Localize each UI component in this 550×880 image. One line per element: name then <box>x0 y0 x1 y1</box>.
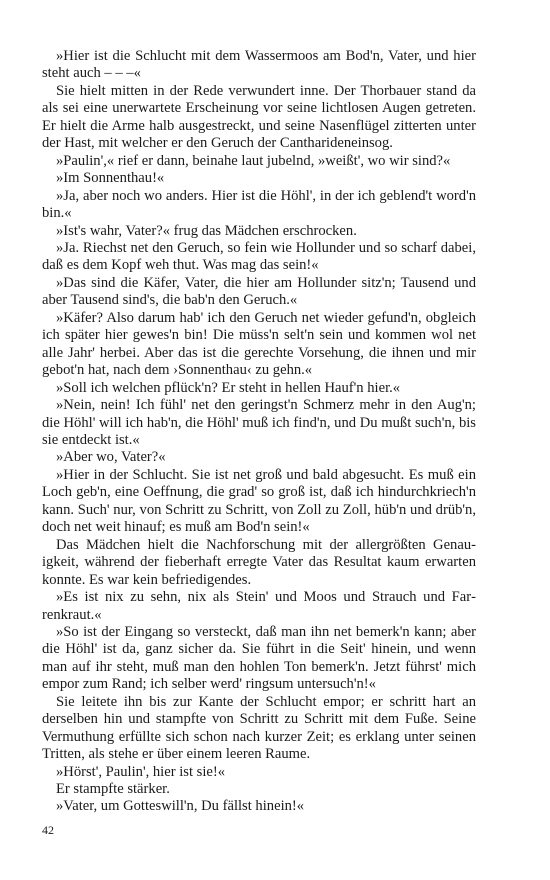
paragraph: »Ja, aber noch wo anders. Hier ist die Höhl', in der ich geblend't word'n bin.« <box>42 187 476 222</box>
paragraph: »So ist der Eingang so versteckt, daß man ihn net bemerk'n kann; aber die Höhl' ist da, ganz sicher da. Sie führt in die Seit' hinein, und wenn man auf ihr steht, muß man den hohlen Ton bemerk'n. Jetzt führst' mich empor zum Rand; ich selber werd' ringsum untersuch'n!« <box>42 623 476 693</box>
paragraph: Sie hielt mitten in der Rede verwundert inne. Der Thorbauer stand da als sei eine unerwartete Erscheinung vor seine lichtlosen Augen getreten. Er hielt die Arme halb ausgestreckt, und seine Nasenflügel zitterten unter der Hast, mit welcher er den Geruch der Cantharideneinsog. <box>42 82 476 152</box>
paragraph: »Vater, um Gotteswill'n, Du fällst hinein!« <box>56 798 305 815</box>
paragraph: »Hier ist die Schlucht mit dem Wassermoos am Bod'n, Vater, und hier steht auch – – –« <box>42 48 476 82</box>
paragraph: Das Mädchen hielt die Nachforschung mit der allergrößten Genauigkeit, während der fieberhaft erregte Vater das Resultat kaum erwarten konnte. Es war kein befriedigendes. <box>42 536 476 588</box>
paragraph: »Käfer? Also darum hab' ich den Geruch net wieder gefund'n, obgleich ich später hier gewes'n bin! Die müss'n selt'n sein und kommen wol net alle Jahr' herbei. Aber das ist die gerechte Vorsehung, die ihnen und mir gebot'n hat, nach dem ›Sonnenthau‹ zu gehn.« <box>42 309 476 379</box>
page-number: 42 <box>42 823 54 837</box>
paragraph: »Ja. Riechst net den Geruch, so fein wie Hollunder und so scharf dabei, daß es dem Kopf weh thut. Was mag das sein!« <box>42 239 476 274</box>
paragraph: »Im Sonnenthau!« <box>56 170 165 187</box>
paragraph: »Paulin',« rief er dann, beinahe laut jubelnd, »weißt', wo wir sind?« <box>56 152 451 169</box>
page-body <box>42 48 476 816</box>
paragraph: »Nein, nein! Ich fühl' net den geringst'n Schmerz mehr in den Aug'n; die Höhl' will ich hab'n, die Höhl' muß ich find'n, und Du mußt such'n, bis sie entdeckt ist.« <box>42 397 476 448</box>
paragraph: Er stampfte stärker. <box>56 781 170 798</box>
paragraph: »Aber wo, Vater?« <box>56 449 166 466</box>
paragraph: »Das sind die Käfer, Vater, die hier am Hollunder sitz'n; Tausend und aber Tausend sind's, die bab'n den Geruch.« <box>42 274 476 309</box>
paragraph: »Hörst', Paulin', hier ist sie!« <box>56 763 226 780</box>
paragraph: »Soll ich welchen pflück'n? Er steht in hellen Hauf'n hier.« <box>56 379 401 396</box>
paragraph: »Ist's wahr, Vater?« frug das Mädchen erschrocken. <box>56 222 357 239</box>
paragraph: »Es ist nix zu sehn, nix als Stein' und Moos und Strauch und Farrenkraut.« <box>42 589 476 623</box>
paragraph: »Hier in der Schlucht. Sie ist net groß und bald abgesucht. Es muß ein Loch geb'n, eine Oeffnung, die grad' so groß ist, daß ich hindurchkriech'n kann. Such' nur, von Schritt zu Schritt, von Zoll zu Zoll, hüb'n und drüb'n, doch net weit hinauf; es muß am Bod'n sein!« <box>42 466 476 536</box>
paragraph: Sie leitete ihn bis zur Kante der Schlucht empor; er schritt hart an derselben hin und stampfte von Schritt zu Schritt mit dem Fuße. Seine Vermuthung erfüllte sich schon nach kurzer Zeit; es erklang unter seinen Tritten, als stehe er über einem leeren Raume. <box>42 693 476 763</box>
